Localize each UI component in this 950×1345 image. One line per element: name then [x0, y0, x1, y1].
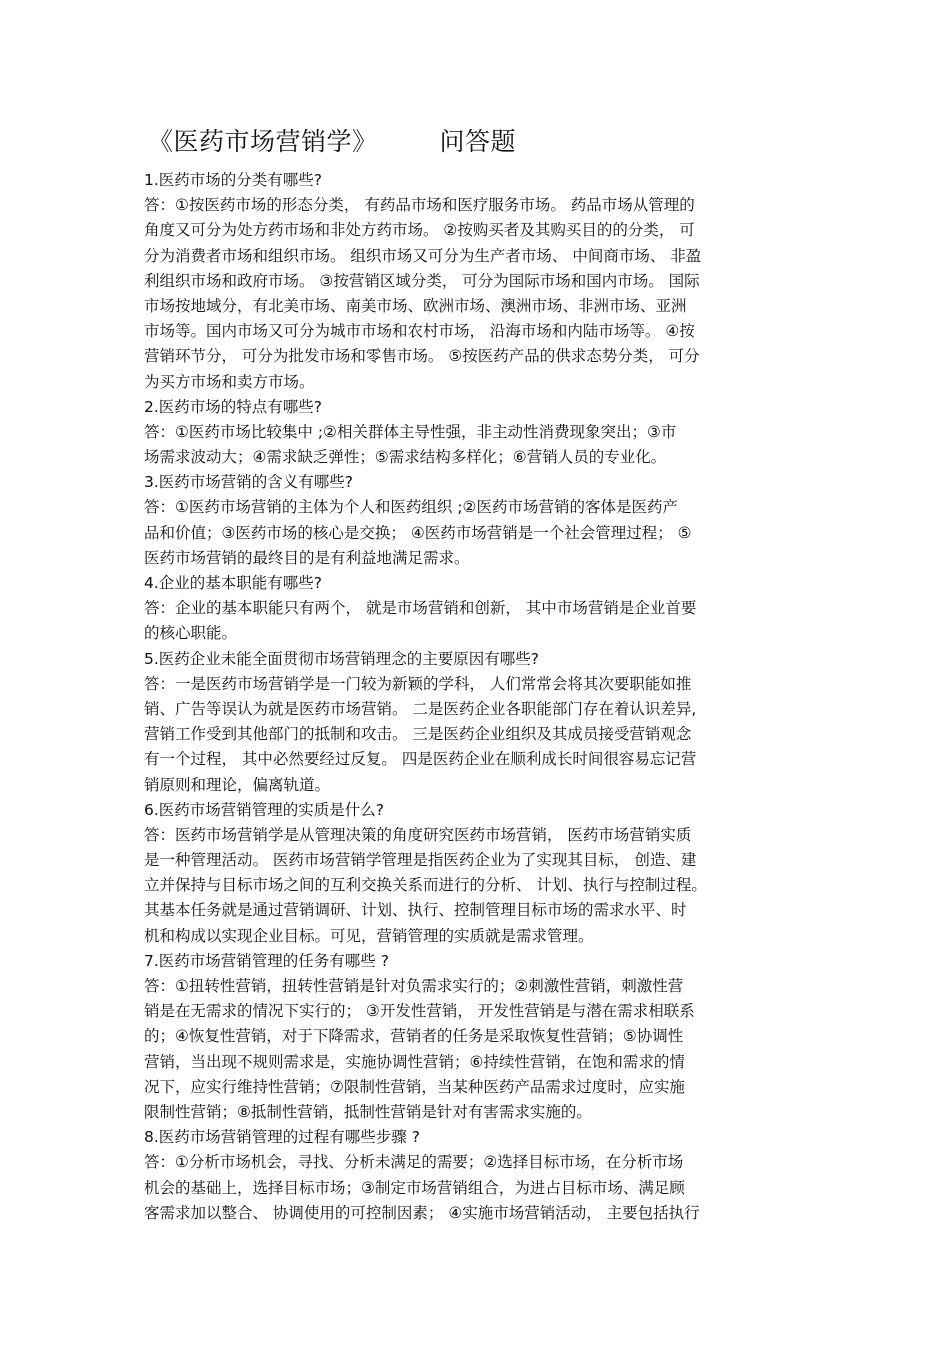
- text-line: 机会的基础上，选择目标市场；③制定市场营销组合，为进占目标市场、满足顾: [144, 1178, 685, 1197]
- text-line: 是一种管理活动。 医药市场营销学管理是指医药企业为了实现其目标， 创造、建: [144, 851, 697, 870]
- text-line: 答：①按医药市场的形态分类， 有药品市场和医疗服务市场。 药品市场从管理的: [144, 196, 695, 215]
- text-line: 的；④恢复性营销，对于下降需求，营销者的任务是采取恢复性营销；⑤协调性: [144, 1027, 684, 1046]
- text-line: 分为消费者市场和组织市场。 组织市场又可分为生产者市场、 中间商市场、 非盈: [144, 246, 702, 265]
- text-line: 6.医药市场营销管理的实质是什么?: [144, 800, 385, 819]
- text-line: 答：①扭转性营销，扭转性营销是针对负需求实行的；②刺激性营销，刺激性营: [144, 977, 684, 995]
- text-line: 市场等。国内市场又可分为城市市场和农村市场， 沿海市场和内陆市场等。 ④按: [144, 322, 695, 341]
- text-line: 市场按地域分，有北美市场、南美市场、欧洲市场、澳洲市场、非洲市场、亚洲: [144, 296, 687, 315]
- text-line: 品和价值；③医药市场的核心是交换； ④医药市场营销是一个社会管理过程； ⑤: [144, 523, 692, 542]
- text-line: 销、广告等误认为就是医药市场营销。 二是医药企业各职能部门存在着认识差异,: [144, 699, 697, 718]
- text-line: 2.医药市场的特点有哪些?: [144, 397, 323, 416]
- text-line: 销是在无需求的情况下实行的； ③开发性营销， 开发性营销是与潜在需求相联系: [144, 1002, 695, 1021]
- text-line: 营销环节分， 可分为批发市场和零售市场。 ⑤按医药产品的供求态势分类， 可分: [144, 347, 700, 366]
- text-line: 答：①分析市场机会，寻找、分析未满足的需要；②选择目标市场，在分析市场: [144, 1153, 684, 1172]
- text-line: 为买方市场和卖方市场。: [144, 372, 315, 391]
- text-line: 4.企业的基本职能有哪些?: [144, 574, 323, 592]
- text-line: 医药市场营销的最终目的是有利益地满足需求。: [144, 548, 470, 567]
- text-line: 角度又可分为处方药市场和非处方药市场。 ②按购买者及其购买目的的分类， 可: [144, 221, 695, 240]
- text-line: 限制性营销；⑧抵制性营销，抵制性营销是针对有害需求实施的。: [144, 1102, 592, 1121]
- text-line: 5.医药企业未能全面贯彻市场营销理念的主要原因有哪些?: [144, 649, 540, 668]
- text-line: 销原则和理论，偏离轨道。: [144, 775, 331, 794]
- text-line: 答：①医药市场比较集中 ;②相关群体主导性强，非主动性消费现象突出；③市: [144, 422, 677, 441]
- text-line: 答：一是医药市场营销学是一门较为新颖的学科， 人们常常会将其次要职能如推: [144, 674, 692, 693]
- text-line: 1.医药市场的分类有哪些?: [144, 171, 323, 189]
- text-line: 答：①医药市场营销的主体为个人和医药组织 ;②医药市场营销的客体是医药产: [144, 498, 678, 517]
- text-line: 其基本任务就是通过营销调研、计划、执行、控制管理目标市场的需求水平、时: [144, 901, 687, 920]
- text-line: 立并保持与目标市场之间的互利交换关系而进行的分析、 计划、执行与控制过程。: [144, 876, 707, 895]
- text-line: 营销工作受到其他部门的抵制和攻击。 三是医药企业组织及其成员接受营销观念: [144, 725, 692, 744]
- document-title-sub: 问答题: [439, 127, 517, 156]
- text-line: 利组织市场和政府市场。 ③按营销区域分类， 可分为国际市场和国内市场。 国际: [144, 271, 700, 290]
- text-line: 营销，当出现不规则需求是，实施协调性营销；⑥持续性营销，在饱和需求的情: [144, 1052, 685, 1071]
- text-line: 客需求加以整合、 协调使用的可控制因素； ④实施市场营销活动， 主要包括执行: [144, 1203, 700, 1222]
- text-line: 有一个过程， 其中必然要经过反复。 四是医药企业在顺利成长时间很容易忘记营: [144, 750, 697, 769]
- text-line: 答：企业的基本职能只有两个， 就是市场营销和创新， 其中市场营销是企业首要: [144, 599, 697, 618]
- document-body: [144, 168, 810, 1226]
- text-line: 机和构成以实现企业目标。可见，营销管理的实质就是需求管理。: [144, 926, 594, 945]
- document-title-main: 《医药市场营销学》: [148, 127, 378, 156]
- text-line: 8.医药市场营销管理的过程有哪些步骤 ?: [144, 1128, 420, 1147]
- text-line: 的核心职能。: [144, 624, 238, 643]
- text-line: 3.医药市场营销的含义有哪些?: [144, 473, 354, 492]
- text-line: 况下，应实行维持性营销；⑦限制性营销，当某种医药产品需求过度时，应实施: [144, 1077, 685, 1096]
- text-line: 答：医药市场营销学是从管理决策的角度研究医药市场营销， 医药市场营销实质: [144, 825, 692, 844]
- text-line: 7.医药市场营销管理的任务有哪些 ?: [144, 951, 389, 970]
- text-line: 场需求波动大；④需求缺乏弹性；⑤需求结构多样化；⑥营销人员的专业化。: [144, 448, 667, 467]
- document-title: [148, 126, 516, 158]
